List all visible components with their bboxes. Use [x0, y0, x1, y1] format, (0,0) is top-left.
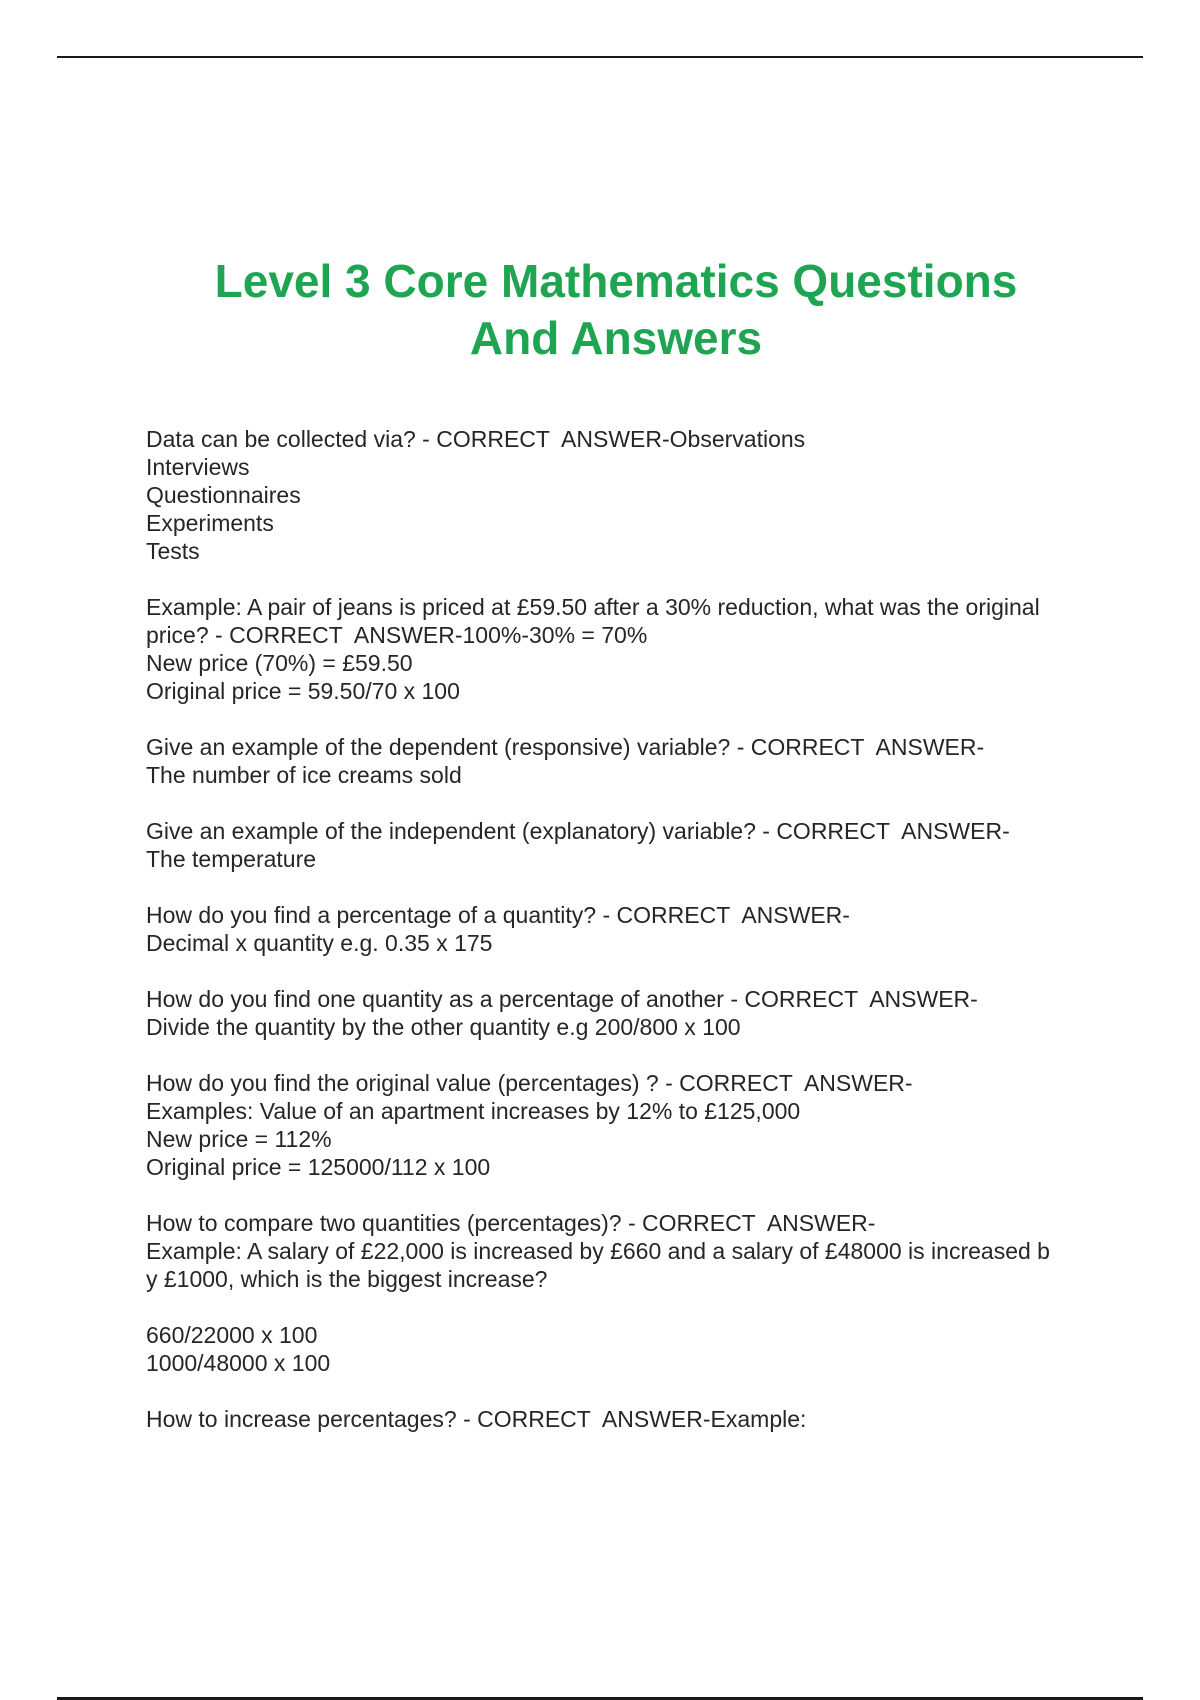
qa-line: New price (70%) = £59.50 [146, 650, 413, 676]
qa-line: Divide the quantity by the other quantity e.g 200/800 x 100 [146, 1014, 741, 1040]
qa-entry [146, 1069, 1086, 1181]
qa-line: Decimal x quantity e.g. 0.35 x 175 [146, 930, 493, 956]
qa-entry [146, 817, 1086, 873]
qa-line: Original price = 125000/112 x 100 [146, 1154, 491, 1180]
qa-line: price? - CORRECT ANSWER-100%-30% = 70% [146, 622, 648, 648]
qa-line: Give an example of the independent (explanatory) variable? - CORRECT ANSWER- [146, 818, 1010, 844]
qa-entry [146, 985, 1086, 1041]
qa-line: Example: A salary of £22,000 is increased by £660 and a salary of £48000 is increased b [146, 1238, 1050, 1264]
qa-line: The temperature [146, 846, 317, 872]
qa-line: Interviews [146, 454, 250, 480]
qa-line: y £1000, which is the biggest increase? [146, 1266, 548, 1292]
qa-entry [146, 1405, 1086, 1433]
qa-line: How to increase percentages? - CORRECT ANSWER-Example: [146, 1406, 807, 1432]
qa-list [146, 425, 1086, 1461]
qa-line: How to compare two quantities (percentages)? - CORRECT ANSWER- [146, 1210, 876, 1236]
qa-line: Examples: Value of an apartment increases by 12% to £125,000 [146, 1098, 801, 1124]
qa-entry [146, 593, 1086, 705]
title-line-2: And Answers [469, 312, 763, 364]
qa-line: How do you find one quantity as a percentage of another - CORRECT ANSWER- [146, 986, 978, 1012]
qa-entry [146, 733, 1086, 789]
qa-entry [146, 901, 1086, 957]
qa-entry [146, 1209, 1086, 1293]
qa-line: Data can be collected via? - CORRECT ANSWER-Observations [146, 426, 806, 452]
qa-line: The number of ice creams sold [146, 762, 462, 788]
qa-line: Tests [146, 538, 200, 564]
qa-line: Original price = 59.50/70 x 100 [146, 678, 460, 704]
qa-entry [146, 1321, 1086, 1377]
qa-line: New price = 112% [146, 1126, 332, 1152]
qa-line: How do you find the original value (percentages) ? - CORRECT ANSWER- [146, 1070, 913, 1096]
qa-line: How do you find a percentage of a quantity? - CORRECT ANSWER- [146, 902, 850, 928]
qa-line: Example: A pair of jeans is priced at £59.50 after a 30% reduction, what was the original [146, 594, 1040, 620]
qa-line: 660/22000 x 100 [146, 1322, 318, 1348]
top-rule [57, 56, 1143, 58]
title-line-1: Level 3 Core Mathematics Questions [214, 255, 1018, 307]
qa-line: Experiments [146, 510, 274, 536]
qa-line: 1000/48000 x 100 [146, 1350, 331, 1376]
page-title [0, 253, 1200, 367]
qa-line: Questionnaires [146, 482, 301, 508]
qa-line: Give an example of the dependent (responsive) variable? - CORRECT ANSWER- [146, 734, 985, 760]
qa-entry [146, 425, 1086, 565]
